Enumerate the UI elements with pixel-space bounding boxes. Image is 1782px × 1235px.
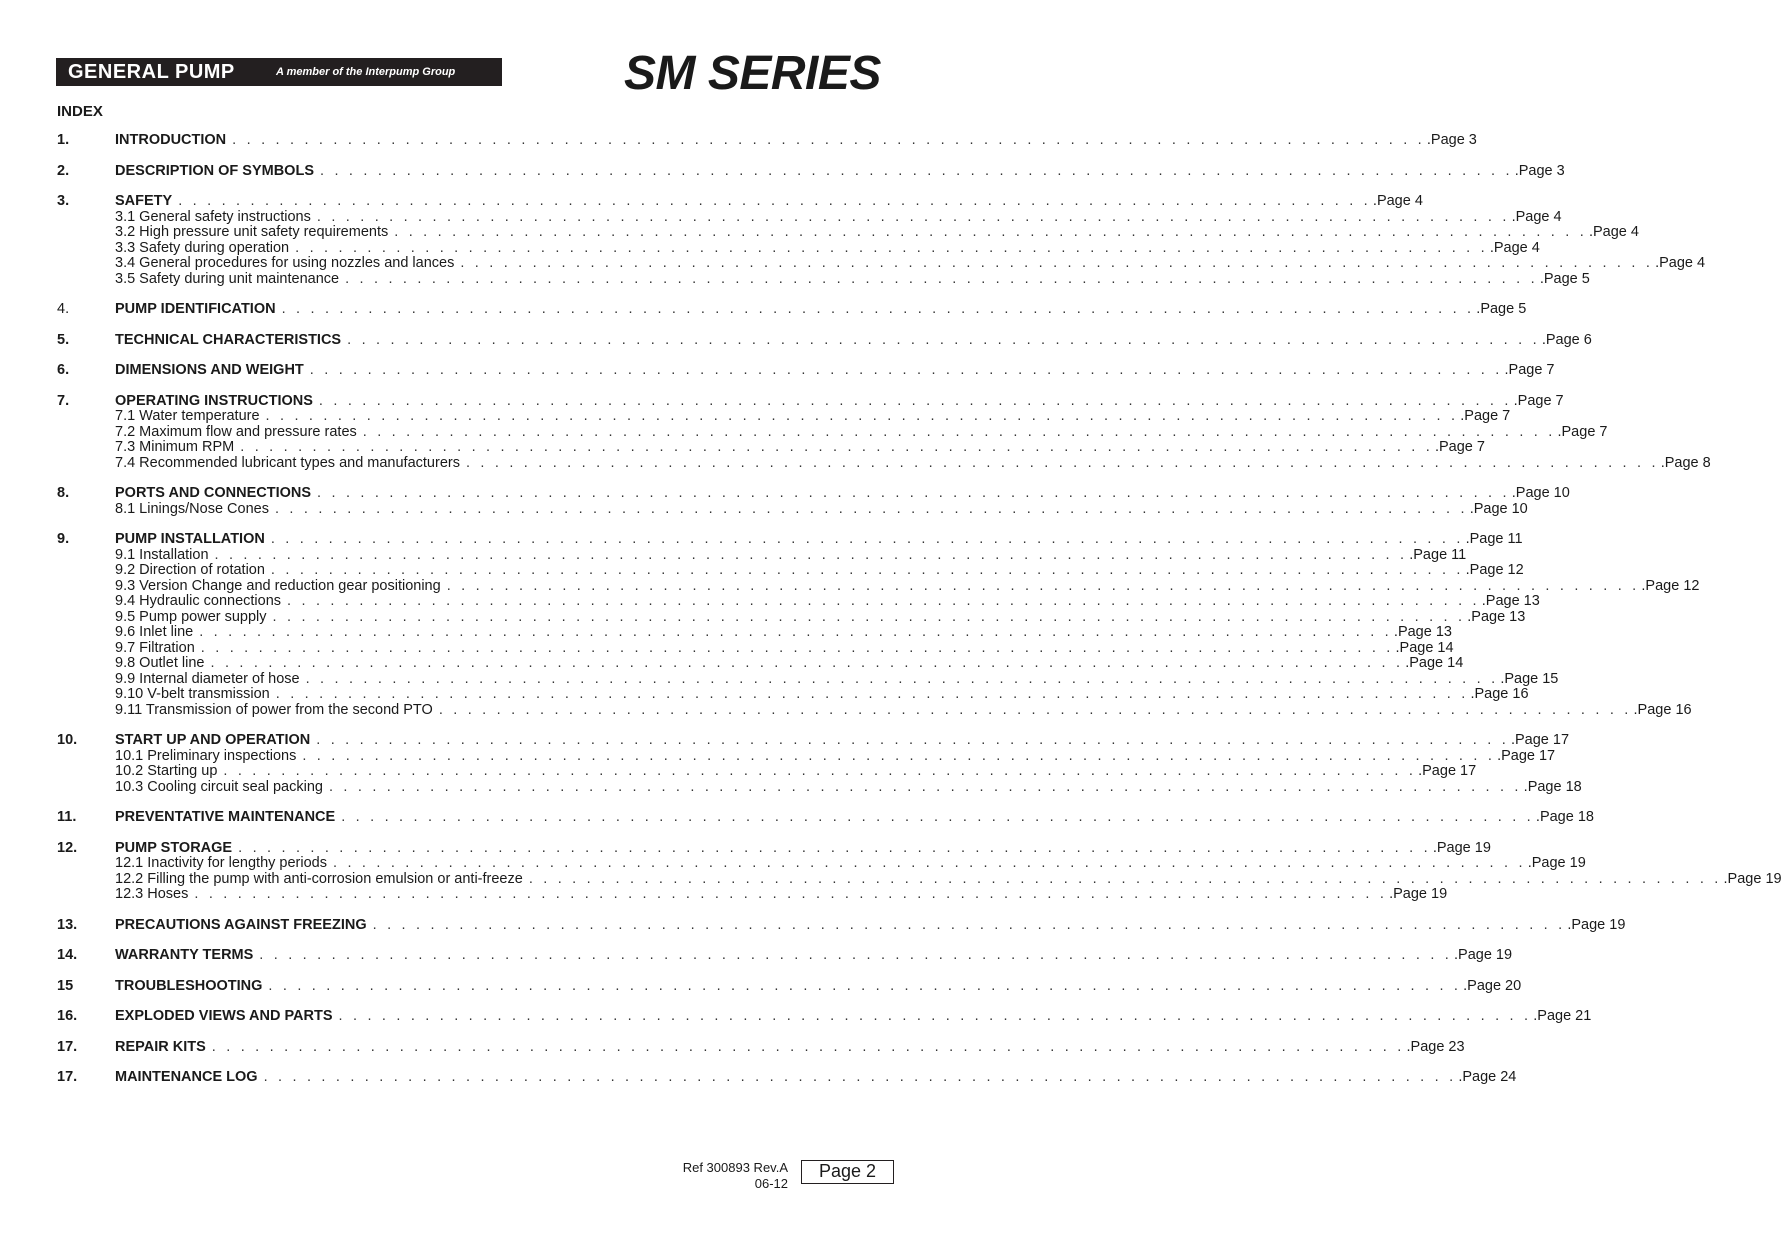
toc-leader-dots: . . . . . . . . . . . . . . . . . . . . . . . . . . . . . . . . . . . . . . . . . . . . . . . . . . . . . . . . . . . . . . . . . . . . . . . . . . . . . . . . . . .	[320, 162, 1513, 179]
toc-entry-title: PRECAUTIONS AGAINST FREEZING	[115, 916, 367, 933]
toc-entry-title: 3.4 General procedures for using nozzles and lances	[115, 255, 455, 271]
toc-page-ref: .Page 3	[1514, 162, 1565, 179]
toc-entry-title: 9.8 Outlet line	[115, 655, 205, 671]
toc-section	[57, 331, 1592, 349]
toc-section	[57, 809, 1594, 826]
toc-leader-dots: . . . . . . . . . . . . . . . . . . . . . . . . . . . . . . . . . . . . . . . . . . . . . . . . . . . . . . . . . . . . . . . . . . . . . . . . . . . . . . . . . . .	[316, 732, 1509, 748]
toc-entry-title: 12.3 Hoses	[115, 886, 189, 902]
toc-subsection-row	[57, 546, 1467, 564]
toc-subsection-row	[57, 701, 1692, 719]
toc-page-ref: .Page 8	[1660, 454, 1711, 471]
toc-subsection-row	[57, 500, 1528, 518]
reference-number: Ref 300893 Rev.A	[682, 1160, 788, 1175]
toc-section-number: 11.	[57, 809, 77, 825]
toc-leader-dots: . . . . . . . . . . . . . . . . . . . . . . . . . . . . . . . . . . . . . . . . . . . . . . . . . . . . . . . . . . . . . . . . . . . . . . . . . . . . . . . . . . .	[302, 747, 1496, 764]
toc-page-ref: .Page 17	[1510, 732, 1570, 748]
toc-section-row	[57, 947, 1513, 964]
toc-leader-dots: . . . . . . . . . . . . . . . . . . . . . . . . . . . . . . . . . . . . . . . . . . . . . . . . . . . . . . . . . . . . . . . . . . . . . . . . . . . . . . . . . . .	[281, 301, 1475, 317]
toc-entry-title: PUMP IDENTIFICATION	[115, 301, 276, 317]
toc-section	[57, 1069, 1517, 1086]
toc-entry-title: 3.3 Safety during operation	[115, 239, 290, 256]
brand-name: GENERAL PUMP	[68, 60, 235, 83]
toc-page-ref: .Page 13	[1481, 593, 1540, 609]
toc-leader-dots: . . . . . . . . . . . . . . . . . . . . . . . . . . . . . . . . . . . . . . . . . . . . . . . . . . . . . . . . . . . . . . . . . . . . . . . . . . . . . . . . . . .	[309, 362, 1503, 378]
toc-leader-dots: . . . . . . . . . . . . . . . . . . . . . . . . . . . . . . . . . . . . . . . . . . . . . . . . . . . . . . . . . . . . . . . . . . . . . . . . . . . . . . . . . . .	[272, 608, 1466, 625]
toc-entry-title: 7.2 Maximum flow and pressure rates	[115, 423, 357, 440]
toc-page-ref: .Page 10	[1511, 485, 1570, 501]
toc-leader-dots: . . . . . . . . . . . . . . . . . . . . . . . . . . . . . . . . . . . . . . . . . . . . . . . . . . . . . . . . . . . . . . . . . . . . . . . . . . . . . . . . . . .	[347, 331, 1540, 348]
toc-section-row	[57, 301, 1527, 318]
toc-subsection-row	[57, 655, 1464, 672]
toc-section-row	[57, 331, 1592, 349]
toc-leader-dots: . . . . . . . . . . . . . . . . . . . . . . . . . . . . . . . . . . . . . . . . . . . . . . . . . . . . . . . . . . . . . . . . . . . . . . . . . . . . . . . . . . .	[362, 423, 1556, 440]
toc-leader-dots: . . . . . . . . . . . . . . . . . . . . . . . . . . . . . . . . . . . . . . . . . . . . . . . . . . . . . . . . . . . . . . . . . . . . . . . . . . . . . . . . . . .	[178, 193, 1371, 209]
toc-leader-dots: . . . . . . . . . . . . . . . . . . . . . . . . . . . . . . . . . . . . . . . . . . . . . . . . . . . . . . . . . . . . . . . . . . . . . . . . . . . . . . . . . . .	[287, 593, 1480, 609]
toc-section	[57, 362, 1555, 379]
toc-entry-title: DESCRIPTION OF SYMBOLS	[115, 162, 314, 179]
toc-entry-title: 12.1 Inactivity for lengthy periods	[115, 855, 327, 871]
toc-section	[57, 1008, 1592, 1025]
toc-page-ref: .Page 11	[1409, 546, 1467, 563]
toc-page-ref: .Page 16	[1633, 701, 1692, 718]
toc-page-ref: .Page 12	[1465, 562, 1524, 578]
toc-page-ref: .Page 23	[1406, 1038, 1465, 1055]
toc-entry-title: TECHNICAL CHARACTERISTICS	[115, 331, 342, 348]
toc-page-ref: .Page 4	[1511, 208, 1562, 225]
toc-entry-title: 3.2 High pressure unit safety requirements	[115, 224, 389, 240]
toc-section-row	[57, 485, 1570, 502]
toc-page-ref: .Page 17	[1497, 747, 1556, 764]
toc-section	[57, 132, 1477, 149]
toc-leader-dots: . . . . . . . . . . . . . . . . . . . . . . . . . . . . . . . . . . . . . . . . . . . . . . . . . . . . . . . . . . . . . . . . . . . . . . . . . . . . . . . . . . .	[270, 562, 1464, 578]
toc-section-number: 17.	[57, 1069, 78, 1085]
toc-page-ref: .Page 7	[1460, 408, 1511, 424]
toc-leader-dots: . . . . . . . . . . . . . . . . . . . . . . . . . . . . . . . . . . . . . . . . . . . . . . . . . . . . . . . . . . . . . . . . . . . . . . . . . . . . . . . . . . .	[345, 270, 1538, 287]
page-number-box: Page 2	[801, 1160, 894, 1184]
toc-subsection-row	[57, 670, 1559, 688]
toc-subsection-row	[57, 870, 1782, 888]
toc-leader-dots: . . . . . . . . . . . . . . . . . . . . . . . . . . . . . . . . . . . . . . . . . . . . . . . . . . . . . . . . . . . . . . . . . . . . . . . . . . . . . . . . . . .	[265, 408, 1459, 424]
toc-entry-title: 8.1 Linings/Nose Cones	[115, 500, 269, 517]
toc-entry-title: 9.11 Transmission of power from the second PTO	[115, 701, 433, 718]
toc-page-ref: .Page 19	[1723, 870, 1782, 887]
toc-page-ref: .Page 12	[1641, 577, 1700, 594]
toc-page-ref: .Page 7	[1504, 362, 1555, 378]
toc-entry-title: PUMP INSTALLATION	[115, 531, 265, 547]
toc-section-number: 17.	[57, 1038, 78, 1055]
toc-entry-title: PREVENTATIVE MAINTENANCE	[115, 809, 336, 825]
toc-page-ref: .Page 6	[1541, 331, 1592, 348]
toc-entry-title: 9.5 Pump power supply	[115, 608, 267, 625]
toc-page-ref: .Page 17	[1418, 763, 1477, 779]
toc-subsection-row	[57, 255, 1706, 272]
toc-subsection-row	[57, 747, 1556, 765]
toc-section-row	[57, 162, 1565, 180]
toc-entry-title: 9.6 Inlet line	[115, 624, 194, 640]
toc-entry-title: INTRODUCTION	[115, 132, 227, 148]
toc-page-ref: .Page 15	[1500, 670, 1559, 687]
document-reference	[660, 1160, 788, 1192]
toc-entry-title: 3.1 General safety instructions	[115, 208, 311, 225]
toc-section	[57, 301, 1527, 318]
toc-entry-title: START UP AND OPERATION	[115, 732, 311, 748]
toc-page-ref: .Page 7	[1557, 423, 1608, 440]
toc-leader-dots: . . . . . . . . . . . . . . . . . . . . . . . . . . . . . . . . . . . . . . . . . . . . . . . . . . . . . . . . . . . . . . . . . . . . . . . . . . . . . . . . . . .	[211, 1038, 1405, 1055]
toc-page-ref: .Page 19	[1527, 855, 1586, 871]
brand-banner	[56, 58, 502, 86]
toc-section-number: 9.	[57, 531, 70, 547]
toc-section	[57, 947, 1513, 964]
toc-leader-dots: . . . . . . . . . . . . . . . . . . . . . . . . . . . . . . . . . . . . . . . . . . . . . . . . . . . . . . . . . . . . . . . . . . . . . . . . . . . . . . . . . . .	[238, 839, 1431, 856]
toc-leader-dots: . . . . . . . . . . . . . . . . . . . . . . . . . . . . . . . . . . . . . . . . . . . . . . . . . . . . . . . . . . . . . . . . . . . . . . . . . . . . . . . . . . .	[275, 686, 1469, 702]
toc-subsection-row	[57, 239, 1540, 257]
toc-leader-dots: . . . . . . . . . . . . . . . . . . . . . . . . . . . . . . . . . . . . . . . . . . . . . . . . . . . . . . . . . . . . . . . . . . . . . . . . . . . . . . . . . . .	[460, 255, 1654, 271]
toc-page-ref: .Page 18	[1523, 778, 1582, 795]
toc-subsection-row	[57, 408, 1511, 425]
toc-leader-dots: . . . . . . . . . . . . . . . . . . . . . . . . . . . . . . . . . . . . . . . . . . . . . . . . . . . . . . . . . . . . . . . . . . . . . . . . . . . . . . . . . . .	[268, 977, 1462, 994]
toc-subsection-row	[57, 886, 1448, 903]
toc-page-ref: .Page 19	[1454, 947, 1513, 963]
toc-leader-dots: . . . . . . . . . . . . . . . . . . . . . . . . . . . . . . . . . . . . . . . . . . . . . . . . . . . . . . . . . . . . . . . . . . . . . . . . . . . . . . . . . . .	[263, 1069, 1457, 1085]
toc-section-row	[57, 1069, 1517, 1086]
toc-leader-dots: . . . . . . . . . . . . . . . . . . . . . . . . . . . . . . . . . . . . . . . . . . . . . . . . . . . . . . . . . . . . . . . . . . . . . . . . . . . . . . . . . . .	[465, 454, 1659, 471]
toc-entry-title: REPAIR KITS	[115, 1038, 206, 1055]
toc-section	[57, 531, 1700, 718]
toc-section	[57, 977, 1522, 995]
toc-page-ref: .Page 20	[1463, 977, 1522, 994]
toc-leader-dots: . . . . . . . . . . . . . . . . . . . . . . . . . . . . . . . . . . . . . . . . . . . . . . . . . . . . . . . . . . . . . . . . . . . . . . . . . . . . . . . . . . .	[316, 208, 1510, 225]
toc-leader-dots: . . . . . . . . . . . . . . . . . . . . . . . . . . . . . . . . . . . . . . . . . . . . . . . . . . . . . . . . . . . . . . . . . . . . . . . . . . . . . . . . . . .	[194, 886, 1388, 902]
toc-page-ref: .Page 21	[1533, 1008, 1592, 1024]
toc-page-ref: .Page 19	[1389, 886, 1448, 902]
toc-section-row	[57, 1008, 1592, 1025]
toc-subsection-row	[57, 855, 1586, 872]
toc-leader-dots: . . . . . . . . . . . . . . . . . . . . . . . . . . . . . . . . . . . . . . . . . . . . . . . . . . . . . . . . . . . . . . . . . . . . . . . . . . . . . . . . . . .	[528, 870, 1722, 887]
toc-leader-dots: . . . . . . . . . . . . . . . . . . . . . . . . . . . . . . . . . . . . . . . . . . . . . . . . . . . . . . . . . . . . . . . . . . . . . . . . . . . . . . . . . . .	[210, 655, 1404, 671]
toc-section-row	[57, 977, 1522, 995]
toc-entry-title: 9.7 Filtration	[115, 639, 195, 656]
toc-section	[57, 162, 1565, 180]
toc-page-ref: .Page 4	[1372, 193, 1423, 209]
toc-page-ref: .Page 18	[1535, 809, 1594, 825]
toc-leader-dots: . . . . . . . . . . . . . . . . . . . . . . . . . . . . . . . . . . . . . . . . . . . . . . . . . . . . . . . . . . . . . . . . . . . . . . . . . . . . . . . . . . .	[341, 809, 1534, 825]
toc-section-number: 8.	[57, 485, 70, 501]
toc-section-number: 14.	[57, 947, 78, 963]
toc-section-number: 3.	[57, 193, 70, 209]
toc-subsection-row	[57, 224, 1639, 241]
toc-page-ref: .Page 4	[1489, 239, 1540, 256]
toc-section	[57, 392, 1711, 472]
toc-subsection-row	[57, 562, 1524, 579]
toc-entry-title: 9.2 Direction of rotation	[115, 562, 265, 578]
table-of-contents	[57, 132, 1782, 1101]
toc-entry-title: 9.1 Installation	[115, 546, 209, 563]
toc-subsection-row	[57, 639, 1454, 657]
toc-page-ref: .Page 7	[1513, 392, 1564, 409]
toc-subsection-row	[57, 608, 1526, 626]
toc-subsection-row	[57, 208, 1562, 226]
toc-section-number: 10.	[57, 732, 78, 748]
toc-section-number: 6.	[57, 362, 70, 378]
toc-section	[57, 1038, 1465, 1056]
toc-section-number: 4.	[57, 301, 70, 317]
toc-section	[57, 732, 1582, 795]
toc-section	[57, 193, 1706, 287]
index-title: INDEX	[57, 103, 103, 120]
toc-section-row	[57, 362, 1555, 379]
toc-leader-dots: . . . . . . . . . . . . . . . . . . . . . . . . . . . . . . . . . . . . . . . . . . . . . . . . . . . . . . . . . . . . . . . . . . . . . . . . . . . . . . . . . . .	[394, 224, 1587, 240]
toc-leader-dots: . . . . . . . . . . . . . . . . . . . . . . . . . . . . . . . . . . . . . . . . . . . . . . . . . . . . . . . . . . . . . . . . . . . . . . . . . . . . . . . . . . .	[232, 132, 1425, 148]
toc-leader-dots: . . . . . . . . . . . . . . . . . . . . . . . . . . . . . . . . . . . . . . . . . . . . . . . . . . . . . . . . . . . . . . . . . . . . . . . . . . . . . . . . . . .	[270, 531, 1464, 547]
toc-subsection-row	[57, 577, 1700, 595]
toc-page-ref: .Page 16	[1470, 686, 1529, 702]
toc-section-number: 15	[57, 977, 74, 994]
toc-leader-dots: . . . . . . . . . . . . . . . . . . . . . . . . . . . . . . . . . . . . . . . . . . . . . . . . . . . . . . . . . . . . . . . . . . . . . . . . . . . . . . . . . . .	[338, 1008, 1532, 1024]
toc-section-number: 16.	[57, 1008, 78, 1024]
toc-section-number: 2.	[57, 162, 70, 179]
toc-entry-title: 10.1 Preliminary inspections	[115, 747, 297, 764]
toc-entry-title: 12.2 Filling the pump with anti-corrosion emulsion or anti-freeze	[115, 870, 523, 887]
toc-leader-dots: . . . . . . . . . . . . . . . . . . . . . . . . . . . . . . . . . . . . . . . . . . . . . . . . . . . . . . . . . . . . . . . . . . . . . . . . . . . . . . . . . . .	[214, 546, 1408, 563]
toc-section-number: 1.	[57, 132, 70, 148]
toc-leader-dots: . . . . . . . . . . . . . . . . . . . . . . . . . . . . . . . . . . . . . . . . . . . . . . . . . . . . . . . . . . . . . . . . . . . . . . . . . . . . . . . . . . .	[305, 670, 1499, 687]
series-title: SM SERIES	[624, 47, 881, 100]
toc-section-row	[57, 916, 1626, 934]
toc-section-row	[57, 193, 1423, 210]
toc-entry-title: 9.9 Internal diameter of hose	[115, 670, 300, 687]
toc-page-ref: .Page 4	[1655, 255, 1706, 271]
toc-entry-title: OPERATING INSTRUCTIONS	[115, 392, 313, 409]
toc-entry-title: SAFETY	[115, 193, 173, 209]
toc-entry-title: 10.3 Cooling circuit seal packing	[115, 778, 323, 795]
toc-entry-title: 7.1 Water temperature	[115, 408, 260, 424]
toc-entry-title: PUMP STORAGE	[115, 839, 233, 856]
toc-leader-dots: . . . . . . . . . . . . . . . . . . . . . . . . . . . . . . . . . . . . . . . . . . . . . . . . . . . . . . . . . . . . . . . . . . . . . . . . . . . . . . . . . . .	[372, 916, 1566, 933]
toc-subsection-row	[57, 686, 1529, 703]
toc-page-ref: .Page 10	[1469, 500, 1528, 517]
toc-section-row	[57, 531, 1523, 548]
toc-page-ref: .Page 3	[1426, 132, 1477, 148]
toc-section-number: 7.	[57, 392, 70, 409]
toc-section	[57, 916, 1626, 934]
toc-page-ref: .Page 11	[1465, 531, 1523, 547]
toc-subsection-row	[57, 593, 1540, 610]
toc-page-ref: .Page 7	[1434, 439, 1485, 455]
toc-section-row	[57, 839, 1491, 857]
toc-leader-dots: . . . . . . . . . . . . . . . . . . . . . . . . . . . . . . . . . . . . . . . . . . . . . . . . . . . . . . . . . . . . . . . . . . . . . . . . . . . . . . . . . . .	[274, 500, 1468, 517]
toc-entry-title: EXPLODED VIEWS AND PARTS	[115, 1008, 333, 1024]
toc-subsection-row	[57, 439, 1485, 456]
toc-entry-title: 3.5 Safety during unit maintenance	[115, 270, 340, 287]
toc-entry-title: PORTS AND CONNECTIONS	[115, 485, 312, 501]
toc-entry-title: WARRANTY TERMS	[115, 947, 254, 963]
toc-entry-title: DIMENSIONS AND WEIGHT	[115, 362, 304, 378]
toc-leader-dots: . . . . . . . . . . . . . . . . . . . . . . . . . . . . . . . . . . . . . . . . . . . . . . . . . . . . . . . . . . . . . . . . . . . . . . . . . . . . . . . . . . .	[317, 485, 1510, 501]
toc-page-ref: .Page 4	[1588, 224, 1639, 240]
toc-entry-title: 9.3 Version Change and reduction gear positioning	[115, 577, 441, 594]
toc-leader-dots: . . . . . . . . . . . . . . . . . . . . . . . . . . . . . . . . . . . . . . . . . . . . . . . . . . . . . . . . . . . . . . . . . . . . . . . . . . . . . . . . . . .	[446, 577, 1640, 594]
toc-leader-dots: . . . . . . . . . . . . . . . . . . . . . . . . . . . . . . . . . . . . . . . . . . . . . . . . . . . . . . . . . . . . . . . . . . . . . . . . . . . . . . . . . . .	[259, 947, 1453, 963]
toc-page-ref: .Page 19	[1567, 916, 1626, 933]
toc-section-number: 13.	[57, 916, 78, 933]
toc-page-ref: .Page 14	[1405, 655, 1464, 671]
toc-page-ref: .Page 13	[1393, 624, 1452, 640]
toc-leader-dots: . . . . . . . . . . . . . . . . . . . . . . . . . . . . . . . . . . . . . . . . . . . . . . . . . . . . . . . . . . . . . . . . . . . . . . . . . . . . . . . . . . .	[295, 239, 1488, 256]
toc-leader-dots: . . . . . . . . . . . . . . . . . . . . . . . . . . . . . . . . . . . . . . . . . . . . . . . . . . . . . . . . . . . . . . . . . . . . . . . . . . . . . . . . . . .	[328, 778, 1522, 795]
toc-page-ref: .Page 5	[1539, 270, 1590, 287]
toc-subsection-row	[57, 423, 1608, 441]
toc-entry-title: TROUBLESHOOTING	[115, 977, 263, 994]
toc-leader-dots: . . . . . . . . . . . . . . . . . . . . . . . . . . . . . . . . . . . . . . . . . . . . . . . . . . . . . . . . . . . . . . . . . . . . . . . . . . . . . . . . . . .	[240, 439, 1433, 455]
toc-entry-title: 10.2 Starting up	[115, 763, 218, 779]
toc-subsection-row	[57, 763, 1477, 780]
toc-section-row	[57, 132, 1477, 149]
toc-section-number: 12.	[57, 839, 78, 856]
toc-entry-title: 9.10 V-belt transmission	[115, 686, 270, 702]
toc-section	[57, 839, 1782, 903]
toc-leader-dots: . . . . . . . . . . . . . . . . . . . . . . . . . . . . . . . . . . . . . . . . . . . . . . . . . . . . . . . . . . . . . . . . . . . . . . . . . . . . . . . . . . .	[318, 392, 1512, 409]
toc-page-ref: .Page 19	[1432, 839, 1491, 856]
toc-entry-title: 9.4 Hydraulic connections	[115, 593, 282, 609]
toc-subsection-row	[57, 778, 1582, 796]
toc-subsection-row	[57, 270, 1590, 288]
revision-date: 06-12	[754, 1176, 788, 1191]
toc-subsection-row	[57, 454, 1711, 472]
toc-section-row	[57, 1038, 1465, 1056]
toc-section-number: 5.	[57, 331, 70, 348]
toc-leader-dots: . . . . . . . . . . . . . . . . . . . . . . . . . . . . . . . . . . . . . . . . . . . . . . . . . . . . . . . . . . . . . . . . . . . . . . . . . . . . . . . . . . .	[199, 624, 1392, 640]
toc-section-row	[57, 732, 1570, 749]
toc-section-row	[57, 392, 1564, 410]
toc-section	[57, 485, 1570, 517]
toc-page-ref: .Page 13	[1467, 608, 1526, 625]
toc-leader-dots: . . . . . . . . . . . . . . . . . . . . . . . . . . . . . . . . . . . . . . . . . . . . . . . . . . . . . . . . . . . . . . . . . . . . . . . . . . . . . . . . . . .	[332, 855, 1526, 871]
toc-leader-dots: . . . . . . . . . . . . . . . . . . . . . . . . . . . . . . . . . . . . . . . . . . . . . . . . . . . . . . . . . . . . . . . . . . . . . . . . . . . . . . . . . . .	[438, 701, 1632, 718]
brand-tagline: A member of the Interpump Group	[276, 66, 456, 78]
toc-entry-title: 7.3 Minimum RPM	[115, 439, 235, 455]
toc-subsection-row	[57, 624, 1452, 641]
toc-page-ref: .Page 14	[1395, 639, 1454, 656]
toc-section-row	[57, 809, 1594, 826]
toc-page-ref: .Page 5	[1476, 301, 1527, 317]
toc-leader-dots: . . . . . . . . . . . . . . . . . . . . . . . . . . . . . . . . . . . . . . . . . . . . . . . . . . . . . . . . . . . . . . . . . . . . . . . . . . . . . . . . . . .	[223, 763, 1417, 779]
toc-entry-title: 7.4 Recommended lubricant types and manufacturers	[115, 454, 460, 471]
toc-page-ref: .Page 24	[1458, 1069, 1517, 1085]
toc-entry-title: MAINTENANCE LOG	[115, 1069, 258, 1085]
toc-leader-dots: . . . . . . . . . . . . . . . . . . . . . . . . . . . . . . . . . . . . . . . . . . . . . . . . . . . . . . . . . . . . . . . . . . . . . . . . . . . . . . . . . . .	[200, 639, 1394, 656]
